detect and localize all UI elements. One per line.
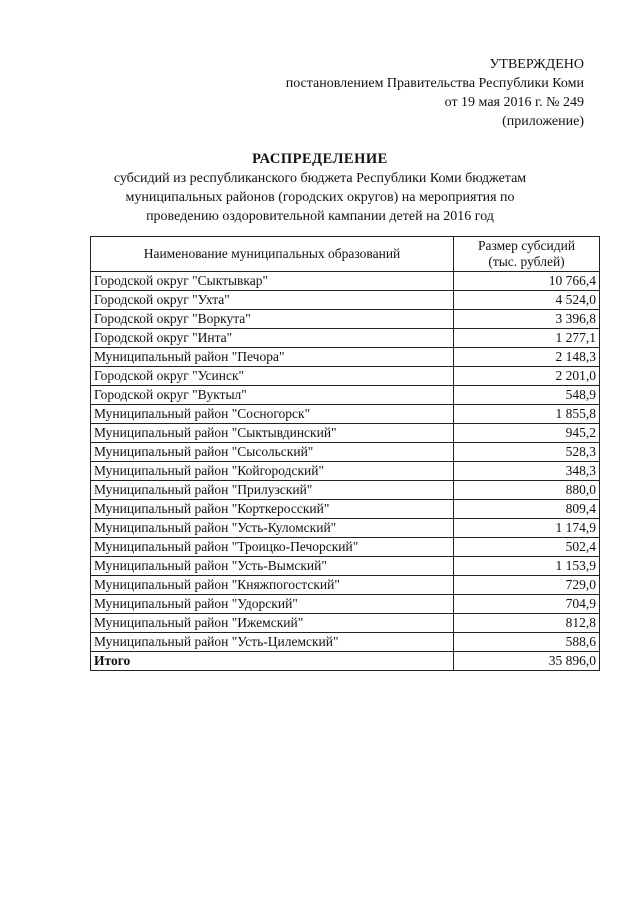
row-name: Городской округ "Вуктыл": [91, 386, 454, 405]
row-amount: 1 277,1: [454, 329, 600, 348]
document-heading: [0, 150, 640, 226]
row-amount: 588,6: [454, 633, 600, 652]
row-amount: 945,2: [454, 424, 600, 443]
row-name: Муниципальный район "Удорский": [91, 595, 454, 614]
table-row: [91, 614, 600, 633]
table-row: [91, 443, 600, 462]
row-name: Муниципальный район "Усть-Цилемский": [91, 633, 454, 652]
row-amount: 3 396,8: [454, 310, 600, 329]
row-name: Муниципальный район "Усть-Вымский": [91, 557, 454, 576]
document-subtitle-line: субсидий из республиканского бюджета Республики Коми бюджетам: [113, 171, 527, 186]
row-amount: 2 201,0: [454, 367, 600, 386]
table-row: [91, 367, 600, 386]
table-row: [91, 519, 600, 538]
table-row: [91, 348, 600, 367]
table-row: [91, 405, 600, 424]
table-row: [91, 576, 600, 595]
total-row: [91, 652, 600, 671]
document-subtitle-line: муниципальных районов (городских округов) на мероприятия по: [125, 190, 515, 205]
row-amount: 348,3: [454, 462, 600, 481]
table-row: [91, 595, 600, 614]
row-name: Муниципальный район "Сыктывдинский": [91, 424, 454, 443]
table-row: [91, 310, 600, 329]
row-name: Муниципальный район "Ижемский": [91, 614, 454, 633]
row-amount: 1 153,9: [454, 557, 600, 576]
row-name: Муниципальный район "Сосногорск": [91, 405, 454, 424]
table-body: [91, 272, 600, 671]
table-header-row: [91, 237, 600, 272]
row-name: Городской округ "Сыктывкар": [91, 272, 454, 291]
row-name: Муниципальный район "Троицко-Печорский": [91, 538, 454, 557]
approval-date-number: от 19 мая 2016 г. № 249: [444, 95, 584, 110]
table-row: [91, 329, 600, 348]
row-name: Муниципальный район "Прилузский": [91, 481, 454, 500]
row-amount: 729,0: [454, 576, 600, 595]
row-amount: 10 766,4: [454, 272, 600, 291]
row-amount: 2 148,3: [454, 348, 600, 367]
table-row: [91, 386, 600, 405]
row-amount: 704,9: [454, 595, 600, 614]
approval-heading: УТВЕРЖДЕНО: [489, 57, 584, 72]
row-name: Городской округ "Ухта": [91, 291, 454, 310]
subsidy-distribution-table: [90, 236, 600, 671]
approval-note: (приложение): [502, 114, 584, 129]
document-subtitle-line: проведению оздоровительной кампании детей на 2016 год: [146, 209, 494, 224]
row-amount: 502,4: [454, 538, 600, 557]
total-amount: 35 896,0: [454, 652, 600, 671]
table-row: [91, 538, 600, 557]
table-row: [91, 462, 600, 481]
row-amount: 809,4: [454, 500, 600, 519]
table-row: [91, 291, 600, 310]
header-amount: [454, 237, 600, 272]
row-name: Муниципальный район "Сысольский": [91, 443, 454, 462]
row-name: Городской округ "Усинск": [91, 367, 454, 386]
table-row: [91, 272, 600, 291]
table-row: [91, 424, 600, 443]
total-label: Итого: [91, 652, 454, 671]
table-row: [91, 557, 600, 576]
table-row: [91, 633, 600, 652]
header-name: Наименование муниципальных образований: [91, 237, 454, 272]
row-amount: 528,3: [454, 443, 600, 462]
row-amount: 812,8: [454, 614, 600, 633]
table-row: [91, 481, 600, 500]
row-name: Городской округ "Воркута": [91, 310, 454, 329]
row-amount: 1 174,9: [454, 519, 600, 538]
document-title: РАСПРЕДЕЛЕНИЕ: [252, 151, 388, 167]
row-name: Муниципальный район "Койгородский": [91, 462, 454, 481]
row-name: Муниципальный район "Княжпогостский": [91, 576, 454, 595]
row-amount: 1 855,8: [454, 405, 600, 424]
row-amount: 880,0: [454, 481, 600, 500]
header-amount-line: Размер субсидий: [477, 238, 576, 253]
row-name: Муниципальный район "Печора": [91, 348, 454, 367]
row-name: Муниципальный район "Корткеросский": [91, 500, 454, 519]
approval-stamp: [286, 55, 584, 131]
row-name: Муниципальный район "Усть-Куломский": [91, 519, 454, 538]
row-amount: 4 524,0: [454, 291, 600, 310]
header-amount-unit: (тыс. рублей): [488, 254, 565, 269]
table-row: [91, 500, 600, 519]
row-amount: 548,9: [454, 386, 600, 405]
approval-authority: постановлением Правительства Республики Коми: [285, 76, 584, 91]
row-name: Городской округ "Инта": [91, 329, 454, 348]
